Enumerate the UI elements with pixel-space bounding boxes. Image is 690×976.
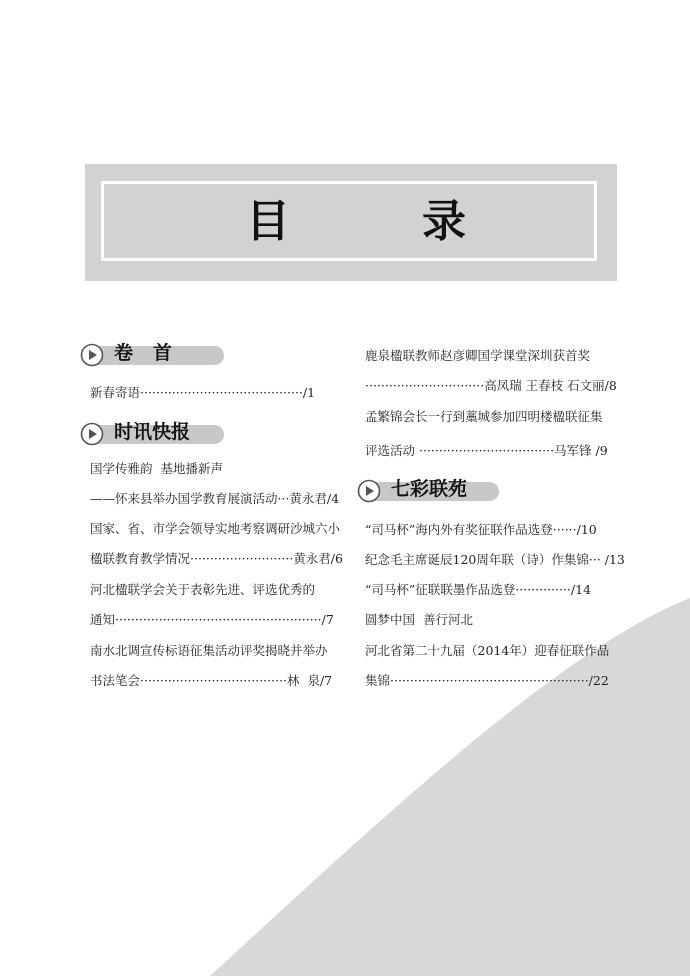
play-circle-icon (80, 343, 104, 367)
section-header-juanshou (80, 341, 240, 369)
toc-entry[interactable]: “司马杯”海内外有奖征联作品选登······/10 (365, 522, 597, 537)
title-frame (101, 181, 597, 261)
toc-entry[interactable]: 国学传雅韵 基地播新声 (90, 461, 223, 476)
title-panel (85, 164, 617, 281)
toc-entry[interactable]: 鹿泉楹联教师赵彦卿国学课堂深圳获首奖 (365, 348, 591, 363)
toc-entry[interactable]: 孟繁锦会长一行到藁城参加四明楼楹联征集 (365, 409, 603, 424)
toc-entry[interactable]: 集锦··················································/22 (365, 673, 609, 688)
toc-entry[interactable]: 楹联教育教学情况··························黄永君/6 (90, 551, 343, 566)
section-heading: 卷 首 (114, 342, 172, 364)
toc-entry[interactable]: 评选活动 ··································马军锋 /9 (365, 443, 608, 458)
toc-entry[interactable]: 书法笔会·····································林 泉/7 (90, 673, 333, 688)
toc-entry[interactable]: 国家、省、市学会领导实地考察调研沙城六小 (90, 521, 341, 536)
play-circle-icon (80, 422, 104, 446)
section-heading: 时讯快报 (114, 421, 191, 443)
section-header-qicai (357, 477, 517, 505)
toc-entry[interactable]: ······························高凤瑞 王春枝 石文丽/8 (365, 378, 617, 393)
toc-entry[interactable]: 河北省第二十九届（2014年）迎春征联作品 (365, 643, 610, 658)
page-title-char-1: 目 (246, 196, 290, 247)
toc-entry[interactable]: 河北楹联学会关于表彰先进、评选优秀的 (90, 582, 316, 597)
play-circle-icon (357, 479, 381, 503)
toc-entry[interactable]: 圆梦中国 善行河北 (365, 612, 473, 627)
toc-entry[interactable]: 南水北调宣传标语征集活动评奖揭晓并举办 (90, 643, 328, 658)
toc-entry[interactable]: ——怀来县举办国学教育展演活动···黄永君/4 (90, 491, 340, 506)
section-heading: 七彩联苑 (391, 478, 468, 500)
toc-entry[interactable]: 纪念毛主席诞辰120周年联（诗）作集锦··· /13 (365, 552, 625, 567)
toc-entry[interactable]: 通知····················································/7 (90, 612, 334, 627)
page-title-char-2: 录 (422, 196, 466, 247)
section-header-shixun (80, 420, 240, 448)
toc-entry[interactable]: “司马杯”征联联墨作品选登··············/14 (365, 582, 592, 597)
toc-entry[interactable]: 新春寄语·········································/1 (90, 385, 316, 400)
